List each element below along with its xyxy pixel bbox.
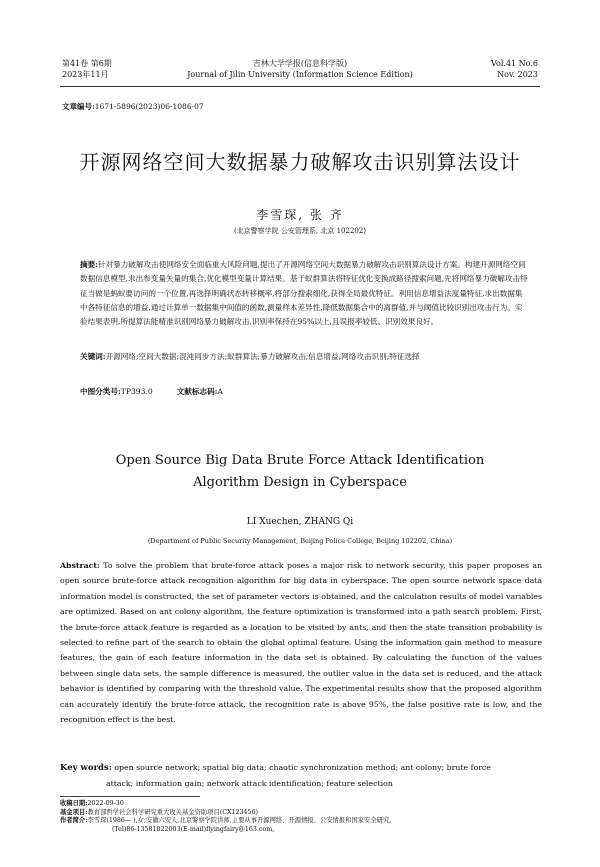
journal-name-cn: 吉林大学学报(信息科学版) [252,59,348,68]
article-number [62,101,204,112]
fund-label: 基金项目: [60,808,88,816]
volume-issue: 第41卷 第6期 [62,59,112,68]
publication-date-en: Nov. 2023 [497,70,538,79]
authors-cn: 李雪琛, 张 齐 [256,208,344,222]
article-number-value: 1671-5896(2023)06-1086-07 [94,102,204,111]
footnote [60,800,550,834]
clc-value: TP393.0 [120,387,153,396]
received-label: 收稿日期: [60,800,88,807]
affiliation-cn: (北京警察学院 公安管理系, 北京 102202) [233,227,367,235]
abstract-en-label: Abstract: [60,561,100,570]
title-en-line1: Open Source Big Data Brute Force Attack Identification [115,453,485,468]
abstract-cn-text: 针对暴力破解攻击使网络安全面临重大风险问题,提出了开源网络空间大数据暴力破解攻击识别算法设计方案。构建开源网络空间数据信息模型,求出参变量矢量的集合,优化模型变量计算结果。基于蚁群算法将特征优化变换成路径搜索问题,先将网络暴力破解攻击特征当做是蚂蚁要访问的一个位置,再选择明确状态转移概率,将部分搜索细化,获得全局最优特征。利用信息增益法度量特征,求出数据集中各特征信息的增益,通过计算单一数据集中间值的函数,测量样本差异性,降低数据集合中的离群值,并与阈值比较识别出攻击行为。实验结果表明,所提算法能精准识别网络暴力破解攻击,识别率保持在95%以上,且误报率较低、识别效果良好。 [80,260,528,327]
keywords-cn-text: 开源网络;空间大数据;混沌同步方法;蚁群算法;暴力破解攻击;信息增益;网络攻击识别;特征选择 [105,352,420,361]
keywords-en-line2: attack; information gain; network attack identification; feature selection [106,779,393,788]
journal-name-en: Journal of Jilin University (Information Science Edition) [187,70,413,79]
abstract-en [60,558,542,727]
fund-value: 教育部哲学社会科学研究重大攻关基金资助项目(CX123456) [87,808,259,816]
doc-code-value: A [217,387,223,396]
clc-label: 中图分类号: [80,387,121,396]
classification [80,386,223,397]
title-en [0,450,600,494]
author-contact: (Tel)86-13581822003(E-mail)flyingfairy@163.com。 [112,825,279,833]
author-bio-label: 作者简介: [60,817,88,825]
abstract-en-text: To solve the problem that brute-force attack poses a major risk to network security, this paper proposes an open source brute-force attack recognition algorithm for big data in cyberspace. The open source network space data information model is constructed, the set of parameter vectors is obtained, and the calculation results of model variables are optimized. Based on ant colony algorithm, the feature optimization is transformed into a path search problem. First, the brute-force attack feature is regarded as a location to be visited by ants, and then the state transition probability is selected to refine part of the search to obtain the global optimal feature. Using the information gain method to measure features, the gain of each feature information in the data set is obtained. By calculating the function of the values between single data sets, the sample difference is measured, the outlier value in the data set is reduced, and the attack behavior is identified by comparing with the threshold value. The experimental results show that the proposed algorithm can accurately identify the brute-force attack, the recognition rate is above 95%, the false positive rate is low, and the recognition effect is the best. [60,561,542,725]
authors-en: LI Xuechen, ZHANG Qi [246,517,354,527]
title-en-line2: Algorithm Design in Cyberspace [193,475,407,490]
article-number-label: 文章编号: [62,102,95,111]
journal-volume-info-en [491,58,538,80]
affiliation-en: (Department of Public Security Management, Beijing Police College, Beijing 102202, China) [147,537,453,545]
footnote-rule [60,796,200,797]
keywords-en-label: Key words: [60,763,112,773]
title-cn: 开源网络空间大数据暴力破解攻击识别算法设计 [79,150,521,174]
keywords-cn-label: 关键词: [80,352,106,361]
keywords-cn [80,350,528,364]
header-rule [60,86,540,87]
publication-date: 2023年11月 [62,70,109,79]
keywords-en-line1: open source network; spatial big data; chaotic synchronization method; ant colony; brute force [114,763,491,772]
author-bio-value: 李雪琛(1986— ),女,安徽六安人,北京警察学院讲师,主要从事开源网络、开源情报、公安情报和国家安全研究, [87,817,392,825]
keywords-en [60,760,542,791]
received-value: 2022-09-30 [87,800,124,807]
doc-code-label: 文献标志码: [176,387,218,396]
abstract-cn [80,258,528,329]
volume-issue-en: Vol.41 No.6 [491,59,538,68]
abstract-cn-label: 摘要: [80,260,98,269]
